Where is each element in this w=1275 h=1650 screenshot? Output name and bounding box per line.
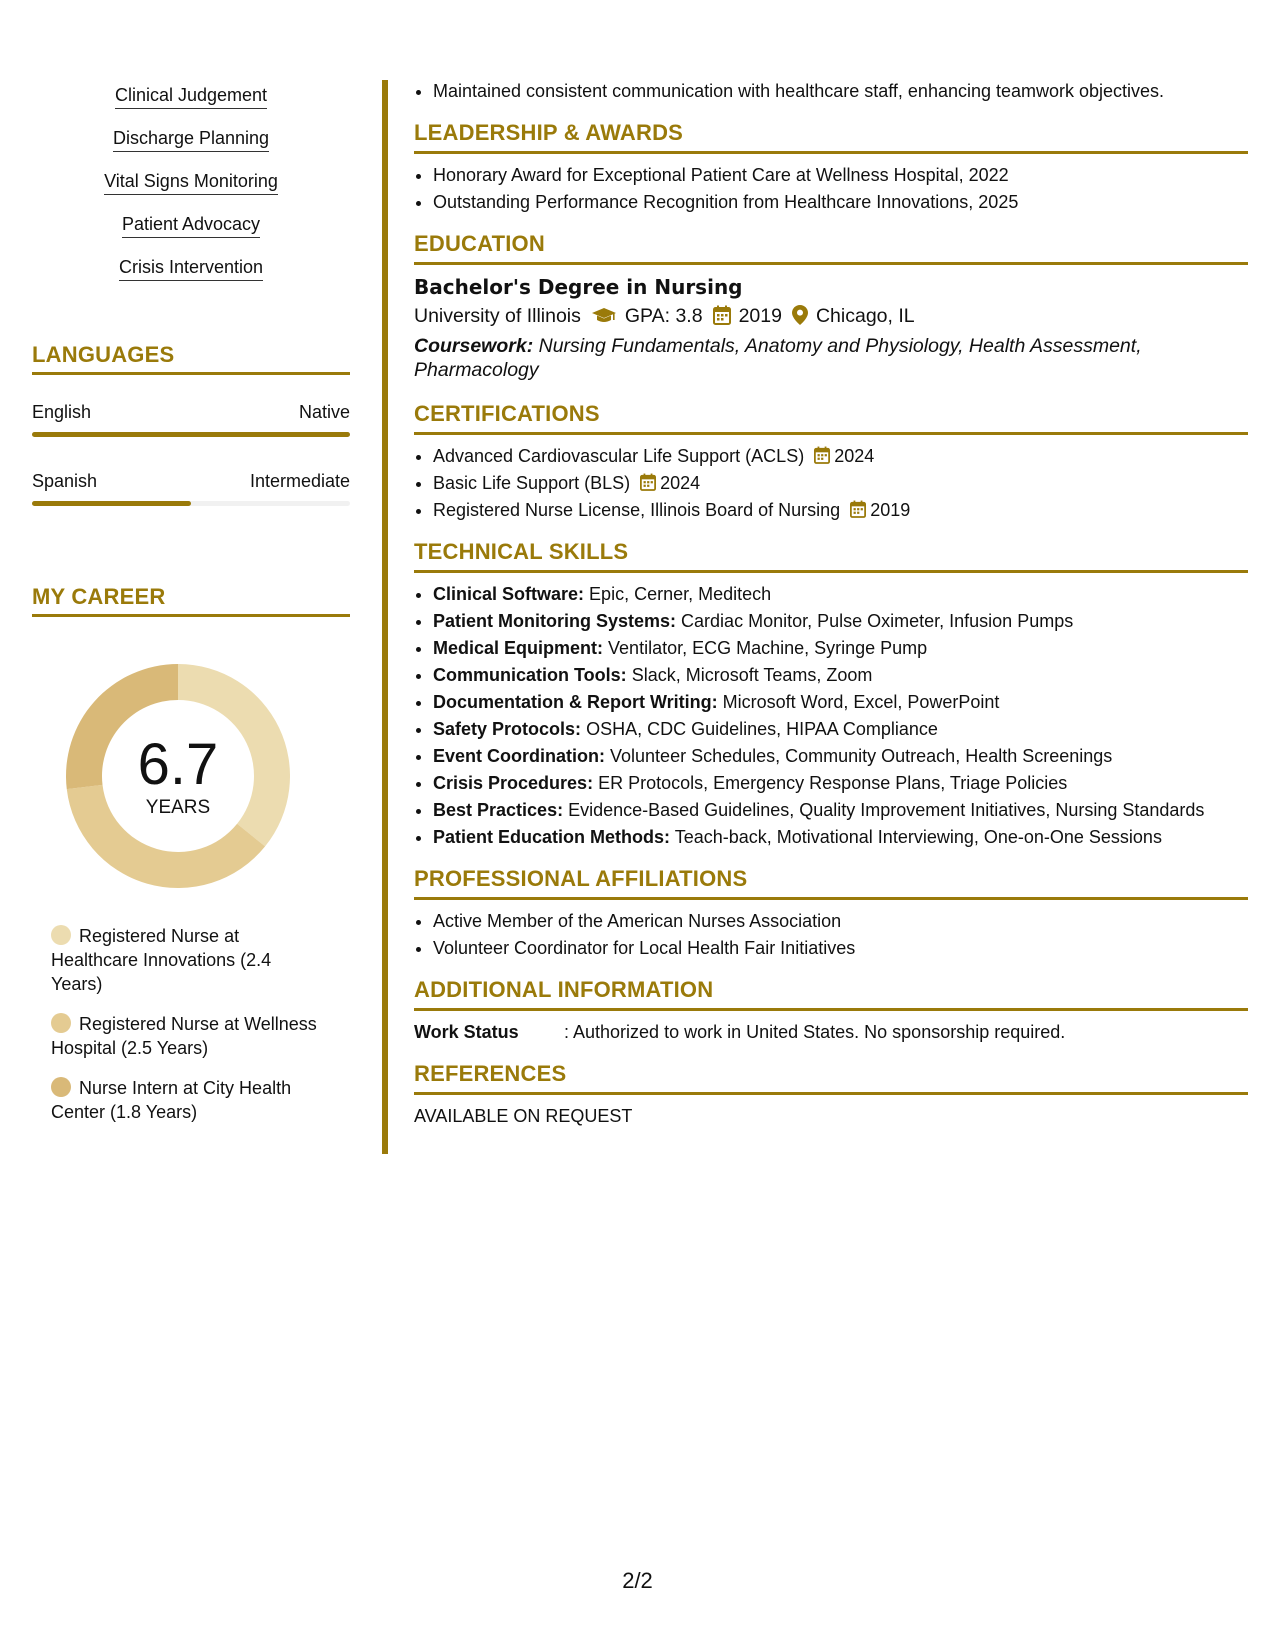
calendar-icon — [640, 473, 656, 491]
list-item — [433, 470, 1248, 497]
references-text: AVAILABLE ON REQUEST — [414, 1106, 633, 1126]
school-name: University of Illinois — [414, 305, 581, 327]
language-row — [32, 402, 350, 423]
school-location: Chicago, IL — [815, 305, 915, 327]
skills-list — [32, 84, 350, 299]
skill-value: Epic, Cerner, Meditech — [589, 584, 772, 604]
skill-value: OSHA, CDC Guidelines, HIPAA Compliance — [586, 719, 938, 739]
list-item: • Active Member of the American Nurses Association — [433, 908, 1248, 935]
language-proficiency-fill — [32, 432, 350, 437]
leadership-list — [414, 162, 1248, 216]
technical-skills-list — [414, 581, 1248, 851]
list-item — [433, 743, 1248, 770]
affiliations-list — [414, 908, 1248, 962]
cert-name: Advanced Cardiovascular Life Support (ACLS) — [433, 446, 805, 466]
certifications-list — [414, 443, 1248, 524]
legend-item — [51, 1076, 321, 1124]
list-item: • Honorary Award for Exceptional Patient Care at Wellness Hospital, 2022 — [433, 162, 1248, 189]
skill-label: Best Practices: — [433, 800, 564, 820]
gpa: GPA: 3.8 — [624, 305, 703, 327]
career-total — [66, 732, 290, 819]
affiliations-heading: PROFESSIONAL AFFILIATIONS — [414, 865, 1248, 900]
legend-item — [51, 924, 321, 996]
work-status-row — [414, 1019, 1248, 1046]
leadership-heading: LEADERSHIP & AWARDS — [414, 119, 1248, 154]
skill-label: Safety Protocols: — [433, 719, 582, 739]
degree-title: Bachelor's Degree in Nursing — [414, 275, 743, 299]
list-item — [433, 497, 1248, 524]
column-divider — [382, 80, 388, 1154]
skill-item: Vital Signs Monitoring — [104, 170, 278, 195]
language-proficiency-bar — [32, 432, 350, 437]
skill-value: Ventilator, ECG Machine, Syringe Pump — [608, 638, 928, 658]
cert-year: 2024 — [834, 446, 875, 466]
legend-label: Registered Nurse at Wellness Hospital (2.5 Years) — [51, 1014, 317, 1058]
skill-label: Patient Monitoring Systems: — [433, 611, 677, 631]
list-item — [433, 797, 1248, 824]
skill-label: Clinical Software: — [433, 584, 585, 604]
page-number: 2/2 — [622, 1568, 653, 1593]
list-item: • Maintained consistent communication with healthcare staff, enhancing teamwork objectives. — [433, 78, 1248, 105]
skill-value: Volunteer Schedules, Community Outreach, Health Screenings — [610, 746, 1113, 766]
list-item — [433, 770, 1248, 797]
work-status-value: : Authorized to work in United States. No sponsorship required. — [564, 1022, 1066, 1042]
skill-value: Microsoft Word, Excel, PowerPoint — [722, 692, 1000, 712]
list-item — [433, 824, 1248, 851]
education-meta — [414, 301, 1248, 331]
language-level: Intermediate — [249, 471, 350, 491]
language-proficiency-fill — [32, 501, 191, 506]
legend-dot — [51, 1013, 71, 1033]
skill-value: ER Protocols, Emergency Response Plans, Triage Policies — [598, 773, 1068, 793]
coursework-label: Coursework: — [414, 335, 534, 357]
language-row — [32, 471, 350, 492]
legend-dot — [51, 925, 71, 945]
list-item — [433, 635, 1248, 662]
list-item — [433, 608, 1248, 635]
skill-item: Clinical Judgement — [115, 84, 267, 109]
list-item: • Volunteer Coordinator for Local Health Fair Initiatives — [433, 935, 1248, 962]
legend-dot — [51, 1077, 71, 1097]
main-content — [414, 78, 1248, 1130]
language-proficiency-bar — [32, 501, 350, 506]
skill-value: Evidence-Based Guidelines, Quality Improvement Initiatives, Nursing Standards — [568, 800, 1205, 820]
certifications-heading: CERTIFICATIONS — [414, 400, 1248, 435]
skill-label: Medical Equipment: — [433, 638, 604, 658]
cert-year: 2024 — [660, 473, 701, 493]
education-heading: EDUCATION — [414, 230, 1248, 265]
language-name: Spanish — [32, 471, 98, 491]
additional-info-heading: ADDITIONAL INFORMATION — [414, 976, 1248, 1011]
list-item — [433, 716, 1248, 743]
location-pin-icon — [792, 305, 808, 325]
career-legend — [51, 924, 321, 1140]
career-years-unit: YEARS — [145, 797, 211, 818]
skill-label: Patient Education Methods: — [433, 827, 671, 847]
calendar-icon — [850, 500, 866, 518]
list-item — [433, 689, 1248, 716]
work-status-label: Work Status — [414, 1022, 519, 1042]
coursework — [414, 334, 1248, 382]
list-item — [433, 443, 1248, 470]
skill-label: Crisis Procedures: — [433, 773, 594, 793]
experience-bullets — [414, 78, 1248, 105]
technical-skills-heading: TECHNICAL SKILLS — [414, 538, 1248, 573]
list-item — [433, 662, 1248, 689]
skill-label: Event Coordination: — [433, 746, 605, 766]
legend-label: Registered Nurse at Healthcare Innovations (2.4 Years) — [51, 926, 272, 994]
skill-value: Slack, Microsoft Teams, Zoom — [631, 665, 873, 685]
career-heading: MY CAREER — [32, 584, 350, 617]
list-item — [433, 581, 1248, 608]
calendar-icon — [814, 446, 830, 464]
cert-name: Basic Life Support (BLS) — [433, 473, 631, 493]
legend-label: Nurse Intern at City Health Center (1.8 Years) — [51, 1078, 292, 1122]
skill-value: Teach-back, Motivational Interviewing, One-on-One Sessions — [674, 827, 1162, 847]
skill-label: Communication Tools: — [433, 665, 627, 685]
calendar-icon — [713, 305, 731, 325]
cert-name: Registered Nurse License, Illinois Board of Nursing — [433, 500, 841, 520]
legend-item — [51, 1012, 321, 1060]
skill-value: Cardiac Monitor, Pulse Oximeter, Infusion Pumps — [681, 611, 1074, 631]
languages-heading: LANGUAGES — [32, 342, 350, 375]
language-level: Native — [298, 402, 350, 422]
skill-item: Crisis Intervention — [119, 256, 263, 281]
language-name: English — [32, 402, 92, 422]
list-item: • Outstanding Performance Recognition from Healthcare Innovations, 2025 — [433, 189, 1248, 216]
skill-label: Documentation & Report Writing: — [433, 692, 718, 712]
skill-item: Discharge Planning — [113, 127, 269, 152]
references-heading: REFERENCES — [414, 1060, 1248, 1095]
career-years-number: 6.7 — [137, 732, 219, 797]
skill-item: Patient Advocacy — [122, 213, 260, 238]
cert-year: 2019 — [870, 500, 911, 520]
coursework-list: Nursing Fundamentals, Anatomy and Physiology, Health Assessment, Pharmacology — [414, 335, 1142, 381]
graduation-year: 2019 — [738, 305, 782, 327]
graduation-cap-icon — [591, 307, 617, 325]
